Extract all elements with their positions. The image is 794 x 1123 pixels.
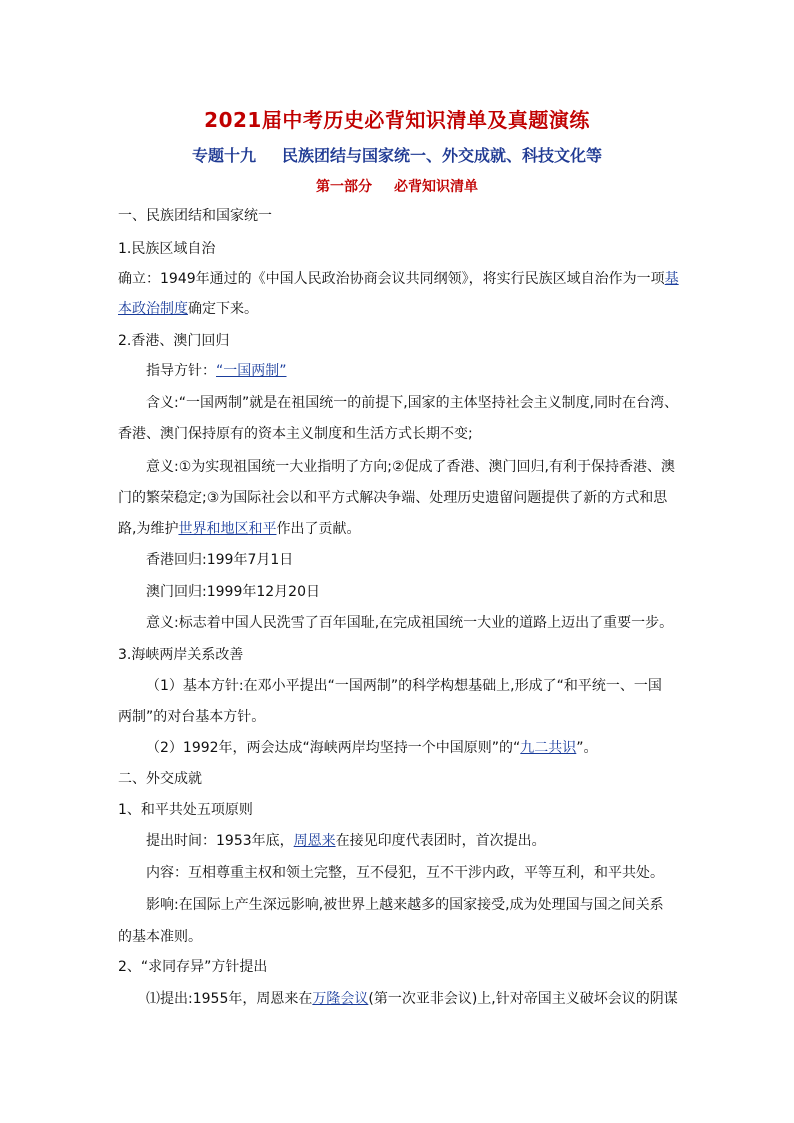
part-number: 第一部分 — [316, 179, 372, 195]
paragraph-line: 含义:“一国两制”就是在祖国统一的前提下,国家的主体坚持社会主义制度,同时在台湾、 — [146, 395, 679, 411]
link-world-peace[interactable]: 世界和地区和平 — [178, 521, 277, 537]
paragraph-line: 两制”的对台基本方针。 — [118, 709, 266, 725]
text-run: (第一次亚非会议)上,针对帝国主义破坏会议的阴谋 — [368, 991, 678, 1007]
section-heading-1: 一、民族团结和国家统一 — [118, 208, 272, 224]
paragraph-line: 影响:在国际上产生深远影响,被世界上越来越多的国家接受,成为处理国与国之间关系 — [146, 897, 664, 913]
paragraph-line: 门的繁荣稳定;③为国际社会以和平方式解决争端、处理历史遗留问题提供了新的方式和思 — [118, 490, 668, 506]
paragraph-line — [146, 989, 678, 1009]
paragraph-line: 香港回归:199年7月1日 — [146, 552, 294, 568]
paragraph-line: 香港、澳门保持原有的资本主义制度和生活方式长期不变; — [118, 426, 473, 442]
link-1992-consensus[interactable]: 九二共识 — [520, 740, 577, 756]
part-name: 必背知识清单 — [394, 179, 478, 195]
paragraph-line: 内容：互相尊重主权和领土完整，互不侵犯，互不干涉内政，平等互利，和平共处。 — [146, 865, 664, 881]
subsection-heading-2-2: 2、“求同存异”方针提出 — [118, 959, 268, 975]
document-title: 2021届中考历史必背知识清单及真题演练 — [204, 108, 590, 132]
topic-name: 民族团结与国家统一、外交成就、科技文化等 — [282, 146, 603, 165]
text-run: 路,为维护 — [118, 521, 179, 537]
link-basic-political-system[interactable]: 基 — [664, 271, 679, 287]
paragraph-line — [118, 269, 679, 289]
text-run: ”。 — [576, 740, 598, 756]
link-one-country-two-systems[interactable]: “一国两制” — [216, 363, 287, 379]
subsection-heading-1-3: 3.海峡两岸关系改善 — [118, 647, 244, 663]
paragraph-line: 意义:标志着中国人民洗雪了百年国耻,在完成祖国统一大业的道路上迈出了重要一步。 — [146, 615, 674, 631]
text-run: 确立：1949年通过的《中国人民政治协商会议共同纲领》，将实行民族区域自治作为一项 — [118, 271, 665, 287]
subsection-heading-2-1: 1、和平共处五项原则 — [118, 802, 253, 818]
link-zhou-enlai[interactable]: 周恩来 — [293, 833, 336, 849]
paragraph-line: 的基本准则。 — [118, 929, 202, 945]
text-run: （2）1992年，两会达成“海峡两岸均坚持一个中国原则”的“ — [146, 740, 521, 756]
text-run: 指导方针： — [146, 363, 216, 379]
paragraph-line — [118, 519, 360, 539]
text-run: 在接见印度代表团时，首次提出。 — [335, 833, 546, 849]
paragraph-line — [146, 361, 287, 381]
subsection-heading-1-2: 2.香港、澳门回归 — [118, 333, 230, 349]
paragraph-line: （1）基本方针:在邓小平提出“一国两制”的科学构想基础上,形成了“和平统一、一国 — [146, 678, 662, 694]
link-bandung-conference[interactable]: 万隆会议 — [312, 991, 369, 1007]
topic-number: 专题十九 — [191, 146, 256, 165]
section-heading-2: 二、外交成就 — [118, 771, 202, 787]
paragraph-line — [146, 831, 546, 851]
text-run: 作出了贡献。 — [276, 521, 361, 537]
paragraph-line — [118, 299, 258, 319]
link-basic-political-system-cont[interactable]: 本政治制度 — [118, 301, 188, 317]
part-heading — [0, 176, 794, 196]
text-run: ⑴提出:1955年，周恩来在 — [146, 991, 313, 1007]
subsection-heading-1-1: 1.民族区域自治 — [118, 241, 216, 257]
text-run: 提出时间：1953年底， — [146, 833, 294, 849]
paragraph-line: 意义:①为实现祖国统一大业指明了方向;②促成了香港、澳门回归,有利于保持香港、澳 — [146, 459, 675, 475]
topic-subtitle — [0, 143, 794, 166]
paragraph-line: 澳门回归:1999年12月20日 — [146, 584, 320, 600]
text-run: 确定下来。 — [188, 301, 258, 317]
paragraph-line — [146, 738, 598, 758]
